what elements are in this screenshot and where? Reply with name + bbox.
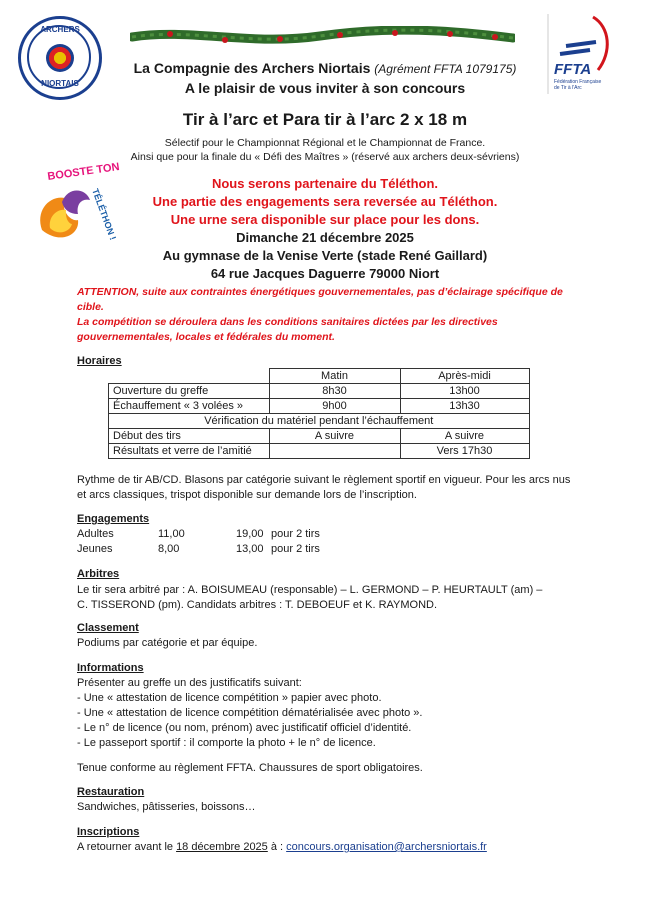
rythme-line-2: et arcs classiques, trispot disponible sur demande lors de l’inscription. [77,489,417,501]
arbitres-paragraph [77,583,587,613]
organizer-line [100,60,550,76]
christmas-garland-decoration [130,26,515,48]
selectif-line-1: Sélectif pour le Championnat Régional et le Championnat de France. [164,137,486,149]
table-row [109,444,530,459]
org-name: La Compagnie des Archers Niortais [133,60,371,76]
verification-row: Vérification du matériel pendant l’échauffement [109,414,530,429]
table-header-row [109,369,530,384]
row-matin: A suivre [269,429,400,444]
horaires-heading: Horaires [77,355,122,367]
eng-price-1: 11,00 [158,528,185,540]
telethon-text-2: TÉLÉTHON ! [90,187,118,242]
arbitres-heading: Arbitres [77,568,120,580]
row-label: Ouverture du greffe [109,384,270,399]
rythme-paragraph [77,473,587,503]
informations-list [77,676,587,751]
logo-text-bottom: NIORTAIS [41,79,79,88]
classement-heading: Classement [77,622,139,634]
agrement: (Agrément FFTA 1079175) [374,62,517,76]
row-label: Échauffement « 3 volées » [109,399,270,414]
engagement-row [77,528,377,542]
inscriptions-heading: Inscriptions [77,826,140,838]
col-matin: Matin [269,369,400,384]
table-row [109,384,530,399]
row-matin [269,444,400,459]
row-label: Début des tirs [109,429,270,444]
row-label: Résultats et verre de l’amitié [109,444,270,459]
inscriptions-prefix: A retourner avant le [77,841,177,853]
eng-price-2: 13,00 [236,543,264,555]
eng-note: pour 2 tirs [271,543,320,555]
attention-line-1: ATTENTION, suite aux contraintes énergétiques gouvernementales, pas d’éclairage spécifique de [77,286,563,298]
tenue-text: Tenue conforme au règlement FFTA. Chaussures de sport obligatoires. [77,762,423,774]
restauration-heading: Restauration [77,786,145,798]
engagements-heading: Engagements [77,513,150,525]
eng-category: Jeunes [77,543,113,555]
restauration-text: Sandwiches, pâtisseries, boissons… [77,801,256,813]
telethon-line-1: Nous serons partenaire du Téléthon. [211,176,439,191]
engagement-row [77,543,377,557]
row-apm: 13h30 [400,399,529,414]
selectif-line-2: Ainsi que pour la finale du « Défi des Maîtres » (réservé aux archers deux-sévriens) [130,151,520,163]
target-icon [46,44,74,72]
ffta-sub1: Fédération Française [554,79,602,85]
event-address: 64 rue Jacques Daguerre 79000 Niort [210,266,440,281]
row-matin: 8h30 [269,384,400,399]
row-apm: A suivre [400,429,529,444]
table-row [109,429,530,444]
row-apm: 13h00 [400,384,529,399]
inscriptions-email-link[interactable]: concours.organisation@archersniortais.fr [286,841,487,853]
arbitres-line-2: C. TISSEROND (pm). Candidats arbitres : T. DEBOEUF et K. RAYMOND. [77,599,438,611]
col-apres-midi: Après-midi [400,369,529,384]
list-item: - Le n° de licence (ou nom, prénom) avec justificatif officiel d’identité. [77,722,412,734]
eng-category: Adultes [77,528,114,540]
informations-heading: Informations [77,662,144,674]
ffta-brand-text: FFTA [554,61,592,78]
eng-price-1: 8,00 [158,543,180,555]
list-item: - Le passeport sportif : il comporte la photo + le n° de licence. [77,737,376,749]
horaires-table [108,368,530,459]
ffta-logo [538,12,628,96]
row-matin: 9h00 [269,399,400,414]
competition-title: Tir à l’arc et Para tir à l’arc 2 x 18 m [182,110,468,129]
inscriptions-middle: à : [267,841,287,853]
rythme-line-1: Rythme de tir AB/CD. Blasons par catégorie suivant le règlement sportif en vigueur. Pour les arcs nus [77,474,571,486]
event-place: Au gymnase de la Venise Verte (stade René Gaillard) [162,248,488,263]
attention-line-4: gouvernementales, locales et fédérales du moment. [77,331,335,343]
table-row [109,399,530,414]
invite-line: A le plaisir de vous inviter à son concours [184,80,466,96]
attention-notice [77,285,567,345]
logo-text-top: ARCHERS [40,25,80,34]
attention-line-2: cible. [77,301,104,313]
telethon-text-1: BOOSTE TON [46,160,121,183]
eng-price-2: 19,00 [236,528,264,540]
eng-note: pour 2 tirs [271,528,320,540]
telethon-line-2: Une partie des engagements sera reversée au Téléthon. [152,194,498,209]
informations-intro: Présenter au greffe un des justificatifs suivant: [77,677,302,689]
inscriptions-line [77,840,587,855]
archers-niortais-logo [18,16,102,100]
attention-line-3: La compétition se déroulera dans les conditions sanitaires dictées par les directives [77,316,498,328]
event-date: Dimanche 21 décembre 2025 [236,230,414,245]
telethon-line-3: Une urne sera disponible sur place pour les dons. [170,212,480,227]
inscriptions-deadline: 18 décembre 2025 [176,841,268,853]
table-row [109,414,530,429]
ffta-sub2: de Tir à l'Arc [554,85,582,91]
arbitres-line-1: Le tir sera arbitré par : A. BOISUMEAU (responsable) – L. GERMOND – P. HEURTAULT (am) – [77,584,543,596]
list-item: - Une « attestation de licence compétition dématérialisée avec photo ». [77,707,423,719]
classement-text: Podiums par catégorie et par équipe. [77,637,258,649]
row-apm: Vers 17h30 [400,444,529,459]
list-item: - Une « attestation de licence compétition » papier avec photo. [77,692,382,704]
